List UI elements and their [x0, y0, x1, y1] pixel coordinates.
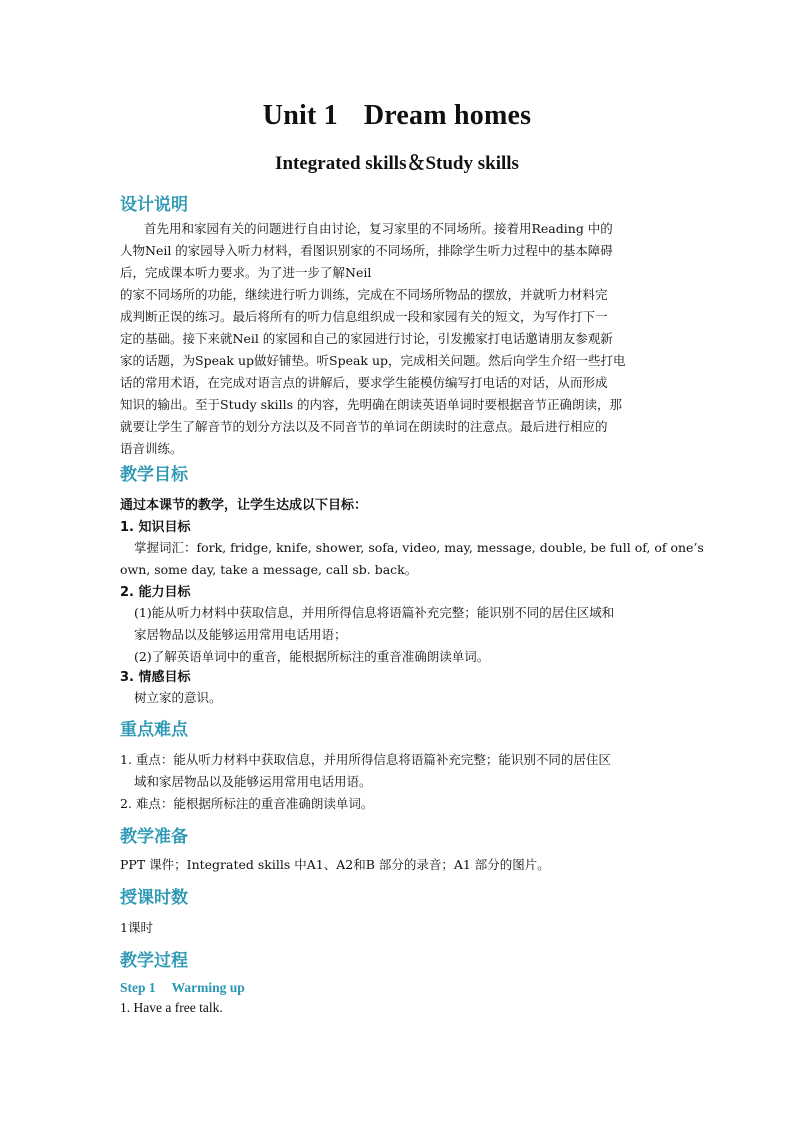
design-line: 的家不同场所的功能，继续进行听力训练，完成在不同场所物品的摆放，并就听力材料完 [120, 287, 608, 302]
key-line-3: 2. 难点：能根据所标注的重音准确朗读单词。 [120, 796, 374, 811]
page-title [0, 100, 794, 132]
hours-heading: 授课时数 [120, 888, 188, 908]
ability-line-3: (2)了解英语单词中的重音，能根据所标注的重音准确朗读单词。 [134, 649, 490, 664]
ability-line-1: (1)能从听力材料中获取信息，并用所得信息将语篇补充完整；能识别不同的居住区域和 [134, 605, 615, 620]
design-line: 定的基础。接下来就Neil 的家园和自己的家园进行讨论，引发搬家打电话邀请朋友参观新 [120, 331, 613, 346]
design-line: 人物Neil 的家园导入听力材料，看图识别家的不同场所，排除学生听力过程中的基本障碍 [120, 243, 613, 258]
unit-name: Dream homes [363, 100, 532, 131]
step-heading [120, 980, 245, 996]
key-line-2: 域和家居物品以及能够运用常用电话用语。 [134, 774, 372, 789]
goals-heading: 教学目标 [120, 465, 188, 485]
design-line: 知识的输出。至于Study skills 的内容，先明确在朗读英语单词时要根据音节正确朗读，那 [120, 397, 623, 412]
design-heading: 设计说明 [120, 195, 188, 215]
knowledge-line-2: own, some day, take a message, call sb. back。 [120, 562, 418, 577]
ability-label: 2. 能力目标 [120, 585, 191, 600]
process-line-1: 1. Have a free talk. [120, 1000, 223, 1015]
page-subtitle: Integrated skills＆Study skills [275, 153, 519, 174]
design-line: 成判断正误的练习。最后将所有的听力信息组织成一段和家园有关的短文，为写作打下一 [120, 309, 608, 324]
prep-line-1: PPT 课件；Integrated skills 中A1、A2和B 部分的录音；A1 部分的图片。 [120, 857, 550, 872]
design-line: 首先用和家园有关的问题进行自由讨论，复习家里的不同场所。接着用Reading 中的 [144, 221, 613, 236]
unit-label: Unit 1 [262, 100, 338, 131]
emotion-label: 3. 情感目标 [120, 670, 191, 685]
design-line: 家的话题，为Speak up做好铺垫。听Speak up，完成相关问题。然后向学生介绍一些打电 [120, 353, 626, 368]
knowledge-line-1: 掌握词汇：fork, fridge, knife, shower, sofa, video, may, message, double, be full of, of one’s [134, 540, 704, 555]
ability-line-2: 家居物品以及能够运用常用电话用语； [134, 627, 347, 642]
knowledge-label: 1. 知识目标 [120, 520, 191, 535]
emotion-line-1: 树立家的意识。 [134, 690, 222, 705]
goals-intro: 通过本课节的教学，让学生达成以下目标： [120, 498, 368, 513]
design-line: 语音训练。 [120, 441, 183, 456]
design-line: 就要让学生了解音节的划分方法以及不同音节的单词在朗读时的注意点。最后进行相应的 [120, 419, 608, 434]
key-heading: 重点难点 [120, 720, 188, 740]
process-heading: 教学过程 [120, 951, 188, 971]
hours-line-1: 1课时 [120, 920, 153, 935]
design-line: 后，完成课本听力要求。为了进一步了解Neil [120, 265, 372, 280]
step-label: Step 1 [120, 980, 156, 995]
design-paragraph [120, 218, 680, 460]
step-title: Warming up [171, 980, 245, 995]
key-line-1: 1. 重点：能从听力材料中获取信息，并用所得信息将语篇补充完整；能识别不同的居住区 [120, 752, 611, 767]
prep-heading: 教学准备 [120, 827, 188, 847]
design-line: 话的常用术语，在完成对语言点的讲解后，要求学生能模仿编写打电话的对话，从而形成 [120, 375, 608, 390]
